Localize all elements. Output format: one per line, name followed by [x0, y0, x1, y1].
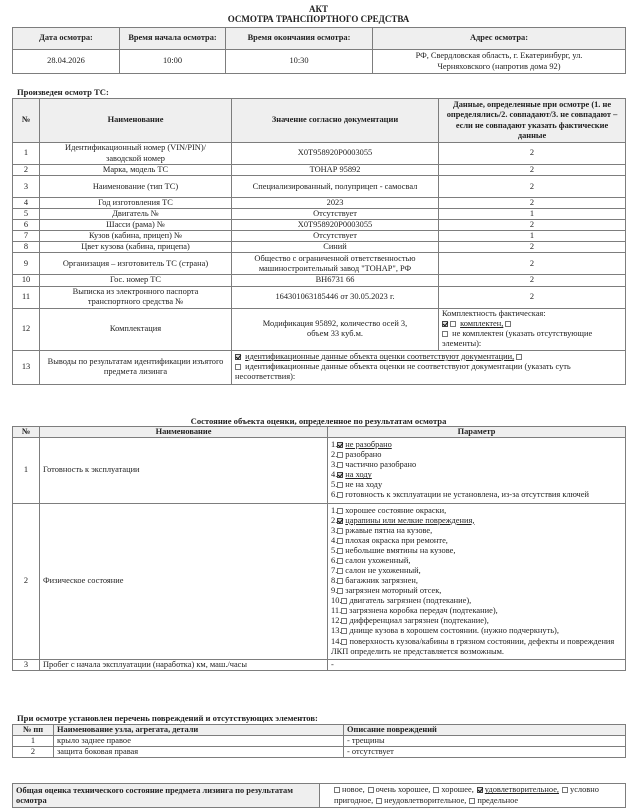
damages-table: [12, 724, 626, 758]
option-number: 4.: [331, 535, 338, 545]
match-checkbox[interactable]: [235, 354, 241, 360]
checkbox-empty[interactable]: [337, 482, 343, 488]
row-name: Организация – изготовитель ТС (страна): [40, 253, 232, 275]
row-number: 3: [13, 659, 40, 670]
option-number: 3.: [331, 525, 338, 535]
checkbox-empty[interactable]: [337, 492, 343, 498]
checkbox-empty[interactable]: [337, 462, 343, 468]
overall-assessment-options: [320, 784, 626, 808]
start-time-header: Время начала осмотра:: [120, 28, 226, 50]
row-name: Пробег с начала эксплуатации (наработка) км, маш./часы: [40, 659, 328, 670]
checkbox-empty[interactable]: [368, 787, 374, 793]
condition-col-number: №: [13, 427, 40, 438]
option-label: хорошее состояние окраски,: [345, 505, 447, 515]
completeness-cell: [439, 308, 626, 350]
checkbox-empty[interactable]: [341, 618, 347, 624]
row-name: Цвет кузова (кабина, прицепа): [40, 242, 232, 253]
option-label: салон ухоженный,: [345, 555, 411, 565]
option-label: частично разобрано: [345, 460, 417, 470]
inspection-start-time: 10:00: [120, 50, 226, 74]
overall-assessment-table: [12, 783, 626, 808]
checkbox-empty[interactable]: [433, 787, 439, 793]
incomplete-option-label: не комплектен (указать отсутствующие элементы):: [442, 329, 593, 349]
option-number: 2.: [331, 515, 338, 525]
option-label: поверхность кузова/кабины в грязном состоянии, дефекты и повреждения ЛКП определить не представляется возможным.: [331, 636, 615, 656]
checkbox-empty[interactable]: [562, 787, 568, 793]
option-item: [331, 546, 622, 556]
vehicle-inspection-table: [12, 98, 626, 385]
row-doc-value: Отсутствует: [232, 231, 439, 242]
incomplete-checkbox[interactable]: [442, 331, 448, 337]
match-option-label: идентификационные данные объекта оценки соответствуют документации,: [245, 351, 515, 361]
option-item: [331, 556, 622, 566]
option-item: [331, 440, 622, 450]
row-name: Марка, модель ТС: [40, 165, 232, 176]
option-label: не на ходу: [345, 480, 383, 490]
row-doc-value: X0T958920P0003055: [232, 220, 439, 231]
damage-description: - трещины: [344, 736, 626, 747]
table-row: [13, 242, 626, 253]
checkbox-empty[interactable]: [341, 598, 347, 604]
row-name: Кузов (кабина, прицеп) №: [40, 231, 232, 242]
damages-section-label: При осмотре установлен перечень повреждений и отсутствующих элементов:: [17, 713, 318, 723]
row-doc-value: Модификация 95892, количество осей 3, объем 33 куб.м.: [232, 308, 439, 350]
overall-option: [469, 796, 518, 805]
col-doc-value-header: Значение согласно документации: [232, 99, 439, 143]
inspection-end-time: 10:30: [226, 50, 373, 74]
option-label: хорошее,: [441, 785, 474, 795]
row-number: 1: [13, 143, 40, 165]
option-item: [331, 480, 622, 490]
checkbox-empty[interactable]: [341, 639, 347, 645]
checkbox-empty[interactable]: [469, 798, 475, 804]
row-doc-value: 164301063185446 от 30.05.2023 г.: [232, 286, 439, 308]
option-item: [331, 516, 622, 526]
row-doc-value: Отсутствует: [232, 209, 439, 220]
checkbox-empty[interactable]: [450, 321, 456, 327]
table-row: [13, 165, 626, 176]
option-label: салон не ухоженный,: [345, 566, 421, 576]
address-header: Адрес осмотра:: [373, 28, 626, 50]
option-label: загрязнена коробка передач (подтекание),: [349, 606, 498, 616]
option-label: неудовлетворительное,: [384, 795, 467, 805]
row-number: 2: [13, 503, 40, 659]
row-doc-value: ВН6731 66: [232, 275, 439, 286]
mismatch-option-label: идентификационные данные объекта оценки не соответствуют документации (указать суть несоответствия):: [235, 362, 571, 382]
checkbox-empty[interactable]: [376, 798, 382, 804]
complete-checkbox[interactable]: [442, 321, 448, 327]
row-name: Готовность к эксплуатации: [40, 438, 328, 503]
date-header: Дата осмотра:: [13, 28, 120, 50]
checkbox-empty[interactable]: [516, 354, 522, 360]
option-item: [331, 506, 622, 516]
row-doc-value: ТОНАР 95892: [232, 165, 439, 176]
option-label: разобрано: [345, 450, 382, 460]
option-label: ржавые пятна на кузове,: [345, 525, 433, 535]
row-result: 1: [439, 209, 626, 220]
row-number: 13: [13, 350, 40, 384]
row-result: 2: [439, 253, 626, 275]
table-row: [13, 350, 626, 384]
inspection-section-label: Произведен осмотр ТС:: [17, 87, 109, 97]
damage-number: 2: [13, 747, 54, 758]
row-name: Год изготовления ТС: [40, 198, 232, 209]
option-label: загрязнен моторный отсек,: [345, 586, 442, 596]
option-label: дифференциал загрязнен (подтекание),: [349, 616, 489, 626]
option-item: [331, 626, 622, 636]
completeness-title: Комплектность фактическая:: [442, 308, 546, 318]
table-row: [13, 176, 626, 198]
damage-part: крыло заднее правое: [54, 736, 344, 747]
overall-assessment-label: Общая оценка технического состояние предмета лизинга по результатам осмотра: [13, 784, 320, 808]
row-name: Двигатель №: [40, 209, 232, 220]
table-row: [13, 143, 626, 165]
complete-option-label: комплектен,: [460, 318, 504, 328]
checkbox-empty[interactable]: [505, 321, 511, 327]
option-label: очень хорошее,: [375, 785, 431, 795]
checkbox-empty[interactable]: [341, 628, 347, 634]
row-result: 1: [439, 231, 626, 242]
table-row: [13, 198, 626, 209]
row-number: 9: [13, 253, 40, 275]
checkbox-empty[interactable]: [337, 548, 343, 554]
checkbox-empty[interactable]: [341, 608, 347, 614]
row-name: Идентификационный номер (VIN/PIN)/заводской номер: [40, 143, 232, 165]
row-number: 3: [13, 176, 40, 198]
row-number: 2: [13, 165, 40, 176]
option-label: готовность к эксплуатации не установлена, из-за отсутствия ключей: [345, 490, 589, 500]
option-item: [331, 536, 622, 546]
title-line-2: ОСМОТРА ТРАНСПОРТНОГО СРЕДСТВА: [227, 14, 410, 24]
row-result: 2: [439, 220, 626, 231]
option-label: двигатель загрязнен (подтекание),: [349, 596, 472, 606]
table-row: [13, 220, 626, 231]
row-result: 2: [439, 165, 626, 176]
option-label: плохая окраска при ремонте,: [345, 535, 448, 545]
damages-col-description: Описание повреждений: [344, 725, 626, 736]
option-number: 6.: [331, 555, 338, 565]
col-number-header: №: [13, 99, 40, 143]
option-number: 14.: [331, 636, 342, 646]
row-result: 2: [439, 242, 626, 253]
inspection-header-table: [12, 27, 626, 74]
row-name: Комплектация: [40, 308, 232, 350]
condition-table: [12, 426, 626, 671]
physical-condition-options: [328, 503, 626, 659]
table-row: [13, 736, 626, 747]
col-name-header: Наименование: [40, 99, 232, 143]
option-number: 4.: [331, 470, 338, 480]
checkbox-empty[interactable]: [337, 588, 343, 594]
table-row: [13, 286, 626, 308]
col-result-header: Данные, определенные при осмотре (1. не определялись/2. совпадают/3. не совпадают – если не совпадают указать фактические данные: [439, 99, 626, 143]
damage-part: защита боковая правая: [54, 747, 344, 758]
option-number: 1.: [331, 505, 338, 515]
table-row: [13, 659, 626, 670]
row-result: 2: [439, 176, 626, 198]
table-row: [13, 308, 626, 350]
option-label: удовлетворительное,: [484, 785, 560, 795]
option-label: царапины или мелкие повреждения,: [345, 515, 475, 525]
mileage-value: -: [328, 659, 626, 670]
end-time-header: Время окончания осмотра:: [226, 28, 373, 50]
option-item: [331, 450, 622, 460]
option-number: 2.: [331, 450, 338, 460]
row-number: 7: [13, 231, 40, 242]
option-item: [331, 606, 622, 616]
option-number: 5.: [331, 545, 338, 555]
table-row: [13, 438, 626, 503]
mismatch-checkbox[interactable]: [235, 364, 241, 370]
row-name: Выписка из электронного паспорта транспортного средства №: [40, 286, 232, 308]
option-item: [331, 637, 622, 657]
damage-description: - отсутствует: [344, 747, 626, 758]
option-number: 9.: [331, 586, 338, 596]
row-doc-value: Специализированный, полуприцеп - самосвал: [232, 176, 439, 198]
condition-col-parameter: Параметр: [328, 427, 626, 438]
damage-number: 1: [13, 736, 54, 747]
identification-conclusion-cell: [232, 350, 626, 384]
option-label: не разобрано: [345, 440, 392, 450]
checkbox-checked[interactable]: [337, 518, 343, 524]
option-number: 11.: [331, 606, 342, 616]
checkbox-checked[interactable]: [337, 442, 343, 448]
option-item: [331, 616, 622, 626]
row-number: 5: [13, 209, 40, 220]
option-number: 5.: [331, 480, 338, 490]
document-title: [0, 4, 637, 24]
overall-option: [334, 785, 365, 794]
row-number: 1: [13, 438, 40, 503]
row-result: 2: [439, 143, 626, 165]
table-row: [13, 231, 626, 242]
row-name: Физическое состояние: [40, 503, 328, 659]
option-item: [331, 566, 622, 576]
checkbox-checked[interactable]: [477, 787, 483, 793]
option-number: 1.: [331, 440, 338, 450]
option-label: небольшие вмятины на кузове,: [345, 545, 456, 555]
row-result: 2: [439, 275, 626, 286]
option-label: багажник загрязнен,: [345, 576, 418, 586]
row-name: Выводы по результатам идентификации изъятого предмета лизинга: [40, 350, 232, 384]
row-doc-value: 2023: [232, 198, 439, 209]
condition-col-name: Наименование: [40, 427, 328, 438]
inspection-date: 28.04.2026: [13, 50, 120, 74]
row-doc-value: Общество с ограниченной ответственностью машиностроительный завод "ТОНАР", РФ: [232, 253, 439, 275]
checkbox-empty[interactable]: [337, 578, 343, 584]
option-item: [331, 526, 622, 536]
overall-option: [477, 785, 559, 794]
option-item: [331, 596, 622, 606]
row-number: 4: [13, 198, 40, 209]
row-name: Гос. номер ТС: [40, 275, 232, 286]
row-doc-value: X0T958920P0003055: [232, 143, 439, 165]
row-name: Шасси (рама) №: [40, 220, 232, 231]
condition-section-title: Состояние объекта оценки, определенное по результатам осмотра: [190, 416, 447, 426]
option-label: новое,: [342, 785, 365, 795]
readiness-options: [328, 438, 626, 503]
row-doc-value: Синий: [232, 242, 439, 253]
inspection-address: РФ, Свердловская область, г. Екатеринбург, ул. Черняховского (напротив дома 92): [373, 50, 626, 74]
overall-option: [376, 796, 466, 805]
checkbox-empty[interactable]: [334, 787, 340, 793]
checkbox-checked[interactable]: [337, 472, 343, 478]
option-label: условно пригодное,: [334, 785, 599, 805]
table-row: [13, 209, 626, 220]
option-number: 6.: [331, 490, 338, 500]
checkbox-empty[interactable]: [337, 452, 343, 458]
damages-col-number: № пп: [13, 725, 54, 736]
option-number: 12.: [331, 616, 342, 626]
row-number: 6: [13, 220, 40, 231]
row-number: 10: [13, 275, 40, 286]
option-item: [331, 470, 622, 480]
option-item: [331, 460, 622, 470]
title-line-1: АКТ: [308, 4, 329, 14]
option-number: 8.: [331, 576, 338, 586]
option-number: 10.: [331, 596, 342, 606]
row-number: 8: [13, 242, 40, 253]
option-label: днище кузова в хорошем состоянии. (нужно подчеркнуть),: [349, 626, 559, 636]
table-row: [13, 503, 626, 659]
option-item: [331, 576, 622, 586]
row-number: 12: [13, 308, 40, 350]
option-label: на ходу: [345, 470, 372, 480]
option-number: 7.: [331, 566, 338, 576]
checkbox-empty[interactable]: [337, 528, 343, 534]
checkbox-empty[interactable]: [337, 558, 343, 564]
table-row: [13, 747, 626, 758]
checkbox-empty[interactable]: [337, 538, 343, 544]
option-label: предельное: [477, 795, 519, 805]
overall-option: [368, 785, 431, 794]
row-number: 11: [13, 286, 40, 308]
table-row: [13, 253, 626, 275]
checkbox-empty[interactable]: [337, 508, 343, 514]
table-row: [13, 275, 626, 286]
checkbox-empty[interactable]: [337, 568, 343, 574]
option-number: 13.: [331, 626, 342, 636]
option-item: [331, 490, 622, 500]
option-item: [331, 586, 622, 596]
damages-col-part: Наименование узла, агрегата, детали: [54, 725, 344, 736]
option-number: 3.: [331, 460, 338, 470]
row-name: Наименование (тип ТС): [40, 176, 232, 198]
overall-option: [433, 785, 473, 794]
row-result: 2: [439, 286, 626, 308]
row-result: 2: [439, 198, 626, 209]
